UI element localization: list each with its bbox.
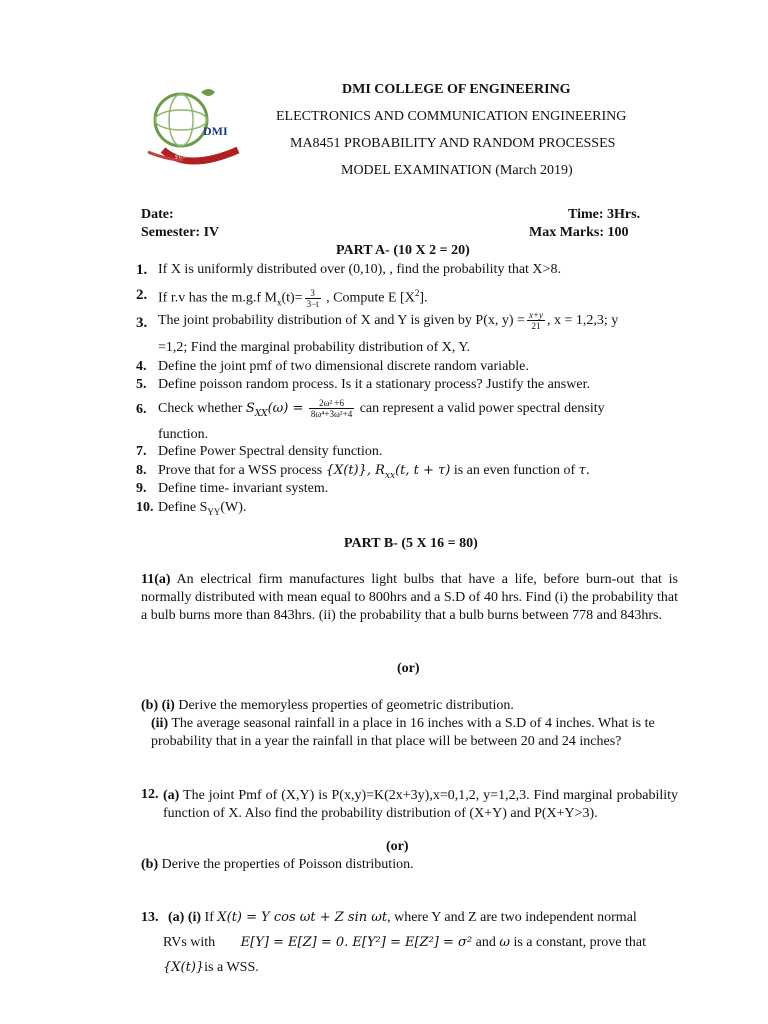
- q13a-and: and: [475, 935, 496, 950]
- q3-text-post: , x = 1,2,3; y: [547, 313, 619, 328]
- question-number: 8.: [136, 463, 147, 478]
- question-10: [158, 500, 246, 517]
- q11b-label: (b): [141, 698, 159, 713]
- q8-text-pre: Prove that for a WSS process: [158, 463, 323, 478]
- course-title: MA8451 PROBABILITY AND RANDOM PROCESSES: [290, 136, 616, 151]
- q13a-text-post: , where Y and Z are two independent normal: [387, 910, 637, 925]
- question-12b: [141, 857, 414, 873]
- question-number: 10.: [136, 500, 154, 515]
- question-13-label: 13.: [141, 910, 159, 925]
- q3-fraction: [527, 310, 545, 331]
- q11b-ii-label: (ii): [151, 716, 169, 731]
- q3-text-pre: The joint probability distribution of X and Y is given by P(x, y) =: [158, 313, 525, 328]
- q13a-const: is a constant, prove that: [513, 935, 647, 950]
- q6-text-pre: Check whether: [158, 401, 243, 416]
- q11b-ii-text: The average seasonal rainfall in a place in 16 inches with a S.D of 4 inches. What is te probability that in a year the rainfall in that place will be between 20 and 24 inches?: [151, 716, 655, 749]
- q8-math: {X(t)}, R: [325, 463, 385, 478]
- question-4: Define the joint pmf of two dimensional discrete random variable.: [158, 359, 529, 374]
- q13a-math2: E[Y] = E[Z] = 0. E[Y²] = E[Z²] = σ²: [240, 935, 473, 950]
- question-number: 5.: [136, 377, 147, 392]
- q2-text-post: , Compute E [X: [322, 290, 415, 306]
- question-12a: [163, 787, 678, 823]
- q13a-rvs: RVs with: [163, 935, 216, 950]
- question-number: 4.: [136, 359, 147, 374]
- question-1: If X is uniformly distributed over (0,10), , find the probability that X>8.: [158, 262, 561, 277]
- question-13a: [168, 910, 637, 926]
- question-number: 2.: [136, 287, 148, 303]
- q10-text-pre: Define S: [158, 500, 208, 515]
- semester-label: Semester: IV: [141, 225, 220, 240]
- logo-text: DMI: [203, 124, 228, 138]
- question-6: [158, 395, 678, 428]
- logo-motto: FULLY HUMAN: [174, 149, 218, 161]
- question-11a: [141, 571, 678, 625]
- q2-text-end: ].: [419, 290, 428, 306]
- question-13a-line2: [163, 935, 646, 951]
- q12a-text: The joint Pmf of (X,Y) is P(x,y)=K(2x+3y),x=0,1,2, y=1,2,3. Find marginal probability function of X. Also find the probability distribution of (X+Y) and P(X+Y>3).: [163, 788, 679, 821]
- q2-numerator: 3: [305, 288, 321, 299]
- question-7: Define Power Spectral density function.: [158, 444, 383, 459]
- time-label: Time: 3Hrs.: [568, 207, 641, 222]
- q13a-omega: ω: [499, 935, 510, 950]
- q11a-label: 11(a): [141, 572, 171, 587]
- question-12-label: 12.: [141, 787, 159, 802]
- q13a-math3: {X(t)}: [163, 960, 205, 975]
- q13a-wss: is a WSS.: [204, 960, 259, 975]
- q6-denominator: 8ω⁴+3ω²+4: [310, 409, 353, 420]
- department-name: ELECTRONICS AND COMMUNICATION ENGINEERING: [276, 109, 627, 124]
- q2-sub: x: [276, 297, 282, 308]
- q11b-i-label: (i): [161, 698, 175, 713]
- part-b-title: PART B- (5 X 16 = 80): [344, 536, 478, 551]
- q6-lhs-arg: (ω) =: [267, 401, 304, 416]
- question-number: 3.: [136, 315, 148, 331]
- q8-tau: τ.: [578, 463, 590, 478]
- q2-text-mid: (t)=: [281, 290, 303, 306]
- logo-emblem-icon: [143, 80, 243, 175]
- q3-denominator: 21: [531, 321, 541, 332]
- question-number: 1.: [136, 262, 148, 278]
- q11a-text: An electrical firm manufactures light bulbs that have a life, before burn-out that is normally distributed with mean equal to 800hrs and a S.D of 40 hrs. Find (i) the probability that a bulb burns more than 843hrs. (ii) the probability that a bulb burns between 778 and 843hrs.: [141, 572, 678, 623]
- date-label: Date:: [141, 207, 174, 222]
- q2-fraction: [305, 288, 321, 309]
- q10-sub: YY: [207, 506, 221, 517]
- q11b-i-text: Derive the memoryless properties of geometric distribution.: [178, 698, 514, 713]
- q13a-if: If: [204, 910, 214, 925]
- college-name: DMI COLLEGE OF ENGINEERING: [342, 82, 571, 97]
- q6-lhs-sub: XX: [254, 408, 268, 419]
- q8-sub: xx: [384, 470, 396, 481]
- question-6-line2: function.: [158, 427, 209, 442]
- question-11b: [141, 697, 681, 715]
- question-5: Define poisson random process. Is it a stationary process? Justify the answer.: [158, 377, 590, 392]
- q6-text-post: can represent a valid power spectral density: [359, 401, 605, 416]
- question-number: 7.: [136, 444, 147, 459]
- q3-numerator: x+y: [528, 310, 543, 321]
- question-3: [158, 308, 678, 334]
- q13a-math: X(t) = Y cos ωt + Z sin ωt: [217, 910, 388, 925]
- question-13a-line3: [163, 960, 259, 976]
- part-a-title: PART A- (10 X 2 = 20): [336, 243, 470, 258]
- q6-lhs: S: [245, 401, 255, 416]
- q12b-text: Derive the properties of Poisson distribution.: [161, 857, 414, 872]
- or-separator: (or): [386, 839, 409, 854]
- q2-denominator: 3−t: [306, 298, 319, 309]
- college-logo: [143, 80, 243, 175]
- q13a-label: (a) (i): [168, 910, 202, 925]
- q12a-label: (a): [163, 788, 180, 803]
- q6-fraction: [309, 398, 354, 419]
- q8-text-post: is an even function of: [453, 463, 576, 478]
- q2-text-pre: If r.v has the m.g.f M: [158, 290, 277, 306]
- exam-title: MODEL EXAMINATION (March 2019): [341, 163, 573, 178]
- or-separator: (or): [397, 661, 420, 676]
- question-3-line2: =1,2; Find the marginal probability distribution of X, Y.: [158, 340, 471, 355]
- q12b-label: (b): [141, 857, 159, 872]
- question-11b-ii: [151, 715, 671, 751]
- question-number: 9.: [136, 481, 147, 496]
- q2-sup: 2: [414, 288, 420, 298]
- question-number: 6.: [136, 402, 147, 417]
- question-9: Define time- invariant system.: [158, 481, 329, 496]
- q8-math2: (t, t + τ): [395, 463, 451, 478]
- q6-numerator: 2ω² +6: [309, 398, 354, 409]
- q10-text-post: (W).: [220, 500, 247, 515]
- question-8: [158, 463, 590, 481]
- max-marks-label: Max Marks: 100: [529, 225, 629, 240]
